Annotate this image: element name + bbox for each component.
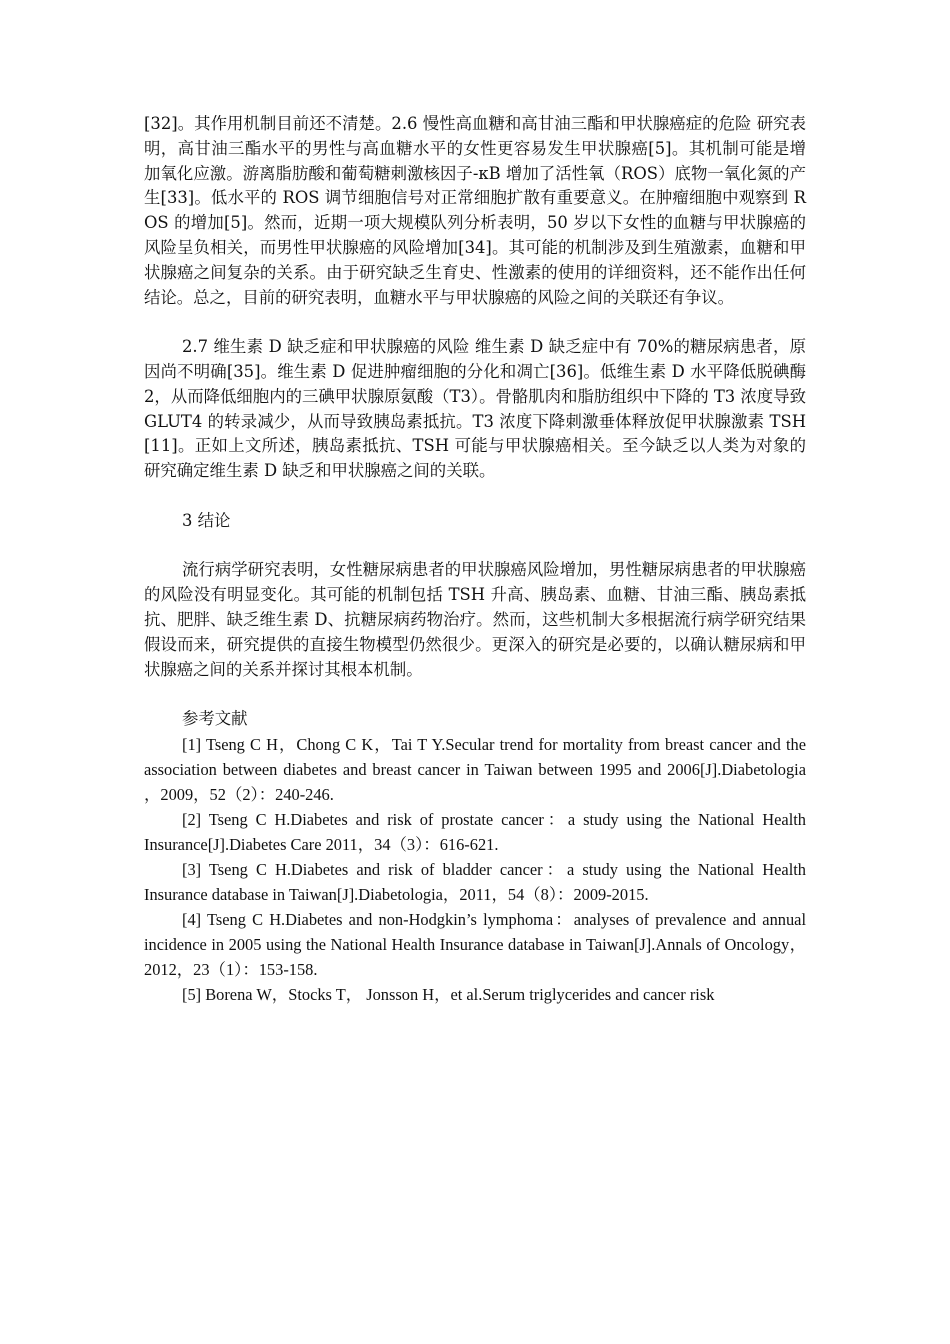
- body-paragraph-vitamin-d: 2.7 维生素 D 缺乏症和甲状腺癌的风险 维生素 D 缺乏症中有 70%的糖尿病患者，原因尚不明确[35]。维生素 D 促进肿瘤细胞的分化和凋亡[36]。低维生素 D 水平降低脱碘酶 2，从而降低细胞内的三碘甲状腺原氨酸（T3）。骨骼肌肉和脂肪组织中下降的 T3 浓度导致 GLUT4 的转录减少，从而导致胰岛素抵抗。T3 浓度下降刺激垂体释放促甲状腺激素 TSH[11]。正如上文所述，胰岛素抵抗、TSH 可能与甲状腺癌相关。至今缺乏以人类为对象的研究确定维生素 D 缺乏和甲状腺癌之间的关联。: [144, 337, 806, 481]
- body-paragraph-mechanisms: [32]。其作用机制目前还不清楚。2.6 慢性高血糖和高甘油三酯和甲状腺癌症的危险 研究表明，高甘油三酯水平的男性与高血糖水平的女性更容易发生甲状腺癌[5]。其机制可能是增加氧化应激。游离脂肪酸和葡萄糖刺激核因子-κB 增加了活性氧（ROS）底物一氧化氮的产生[33]。低水平的 ROS 调节细胞信号对正常细胞扩散有重要意义。在肿瘤细胞中观察到 ROS 的增加[5]。然而，近期一项大规模队列分析表明，50 岁以下女性的血糖与甲状腺癌的风险呈负相关，而男性甲状腺癌的风险增加[34]。其可能的机制涉及到生殖激素，血糖和甲状腺癌之间复杂的关系。由于研究缺乏生育史、性激素的使用的详细资料，还不能作出任何结论。总之，目前的研究表明，血糖水平与甲状腺癌的风险之间的关联还有争议。: [144, 114, 806, 307]
- reference-item-4: [4] Tseng C H.Diabetes and non-Hodgkin’s lymphoma：analyses of prevalence and annual incidence in 2005 using the National Health Insurance database in Taiwan[J].Annals of Oncology，2012，23（1）：153-158.: [144, 909, 806, 979]
- section-heading-references: 参考文献: [182, 709, 248, 729]
- body-paragraph-conclusion: 流行病学研究表明，女性糖尿病患者的甲状腺癌风险增加，男性糖尿病患者的甲状腺癌的风险没有明显变化。其可能的机制包括 TSH 升高、胰岛素、血糖、甘油三酯、胰岛素抵抗、肥胖、缺乏维生素 D、抗糖尿病药物治疗。然而，这些机制大多根据流行病学研究结果假设而来，研究提供的直接生物模型仍然很少。更深入的研究是必要的，以确认糖尿病和甲状腺癌之间的关系并探讨其根本机制。: [144, 560, 806, 679]
- reference-item-5: [5] Borena W，Stocks T， Jonsson H，et al.Serum triglycerides and cancer risk: [182, 984, 715, 1004]
- section-heading-conclusion: 3 结论: [182, 510, 231, 530]
- reference-item-2: [2] Tseng C H.Diabetes and risk of prostate cancer：a study using the National Health Insurance[J].Diabetes Care 2011，34（3）：616-621.: [144, 809, 806, 854]
- document-page: [144, 112, 806, 1007]
- reference-item-1: [1] Tseng C H，Chong C K，Tai T Y.Secular trend for mortality from breast cancer and the association between diabetes and breast cancer in Taiwan between 1995 and 2006[J].Diabetologia ，2009，52（2）：240-246.: [144, 734, 806, 804]
- reference-item-3: [3] Tseng C H.Diabetes and risk of bladder cancer：a study using the National Health Insurance database in Taiwan[J].Diabetologia，2011，54（8）：2009-2015.: [144, 859, 806, 904]
